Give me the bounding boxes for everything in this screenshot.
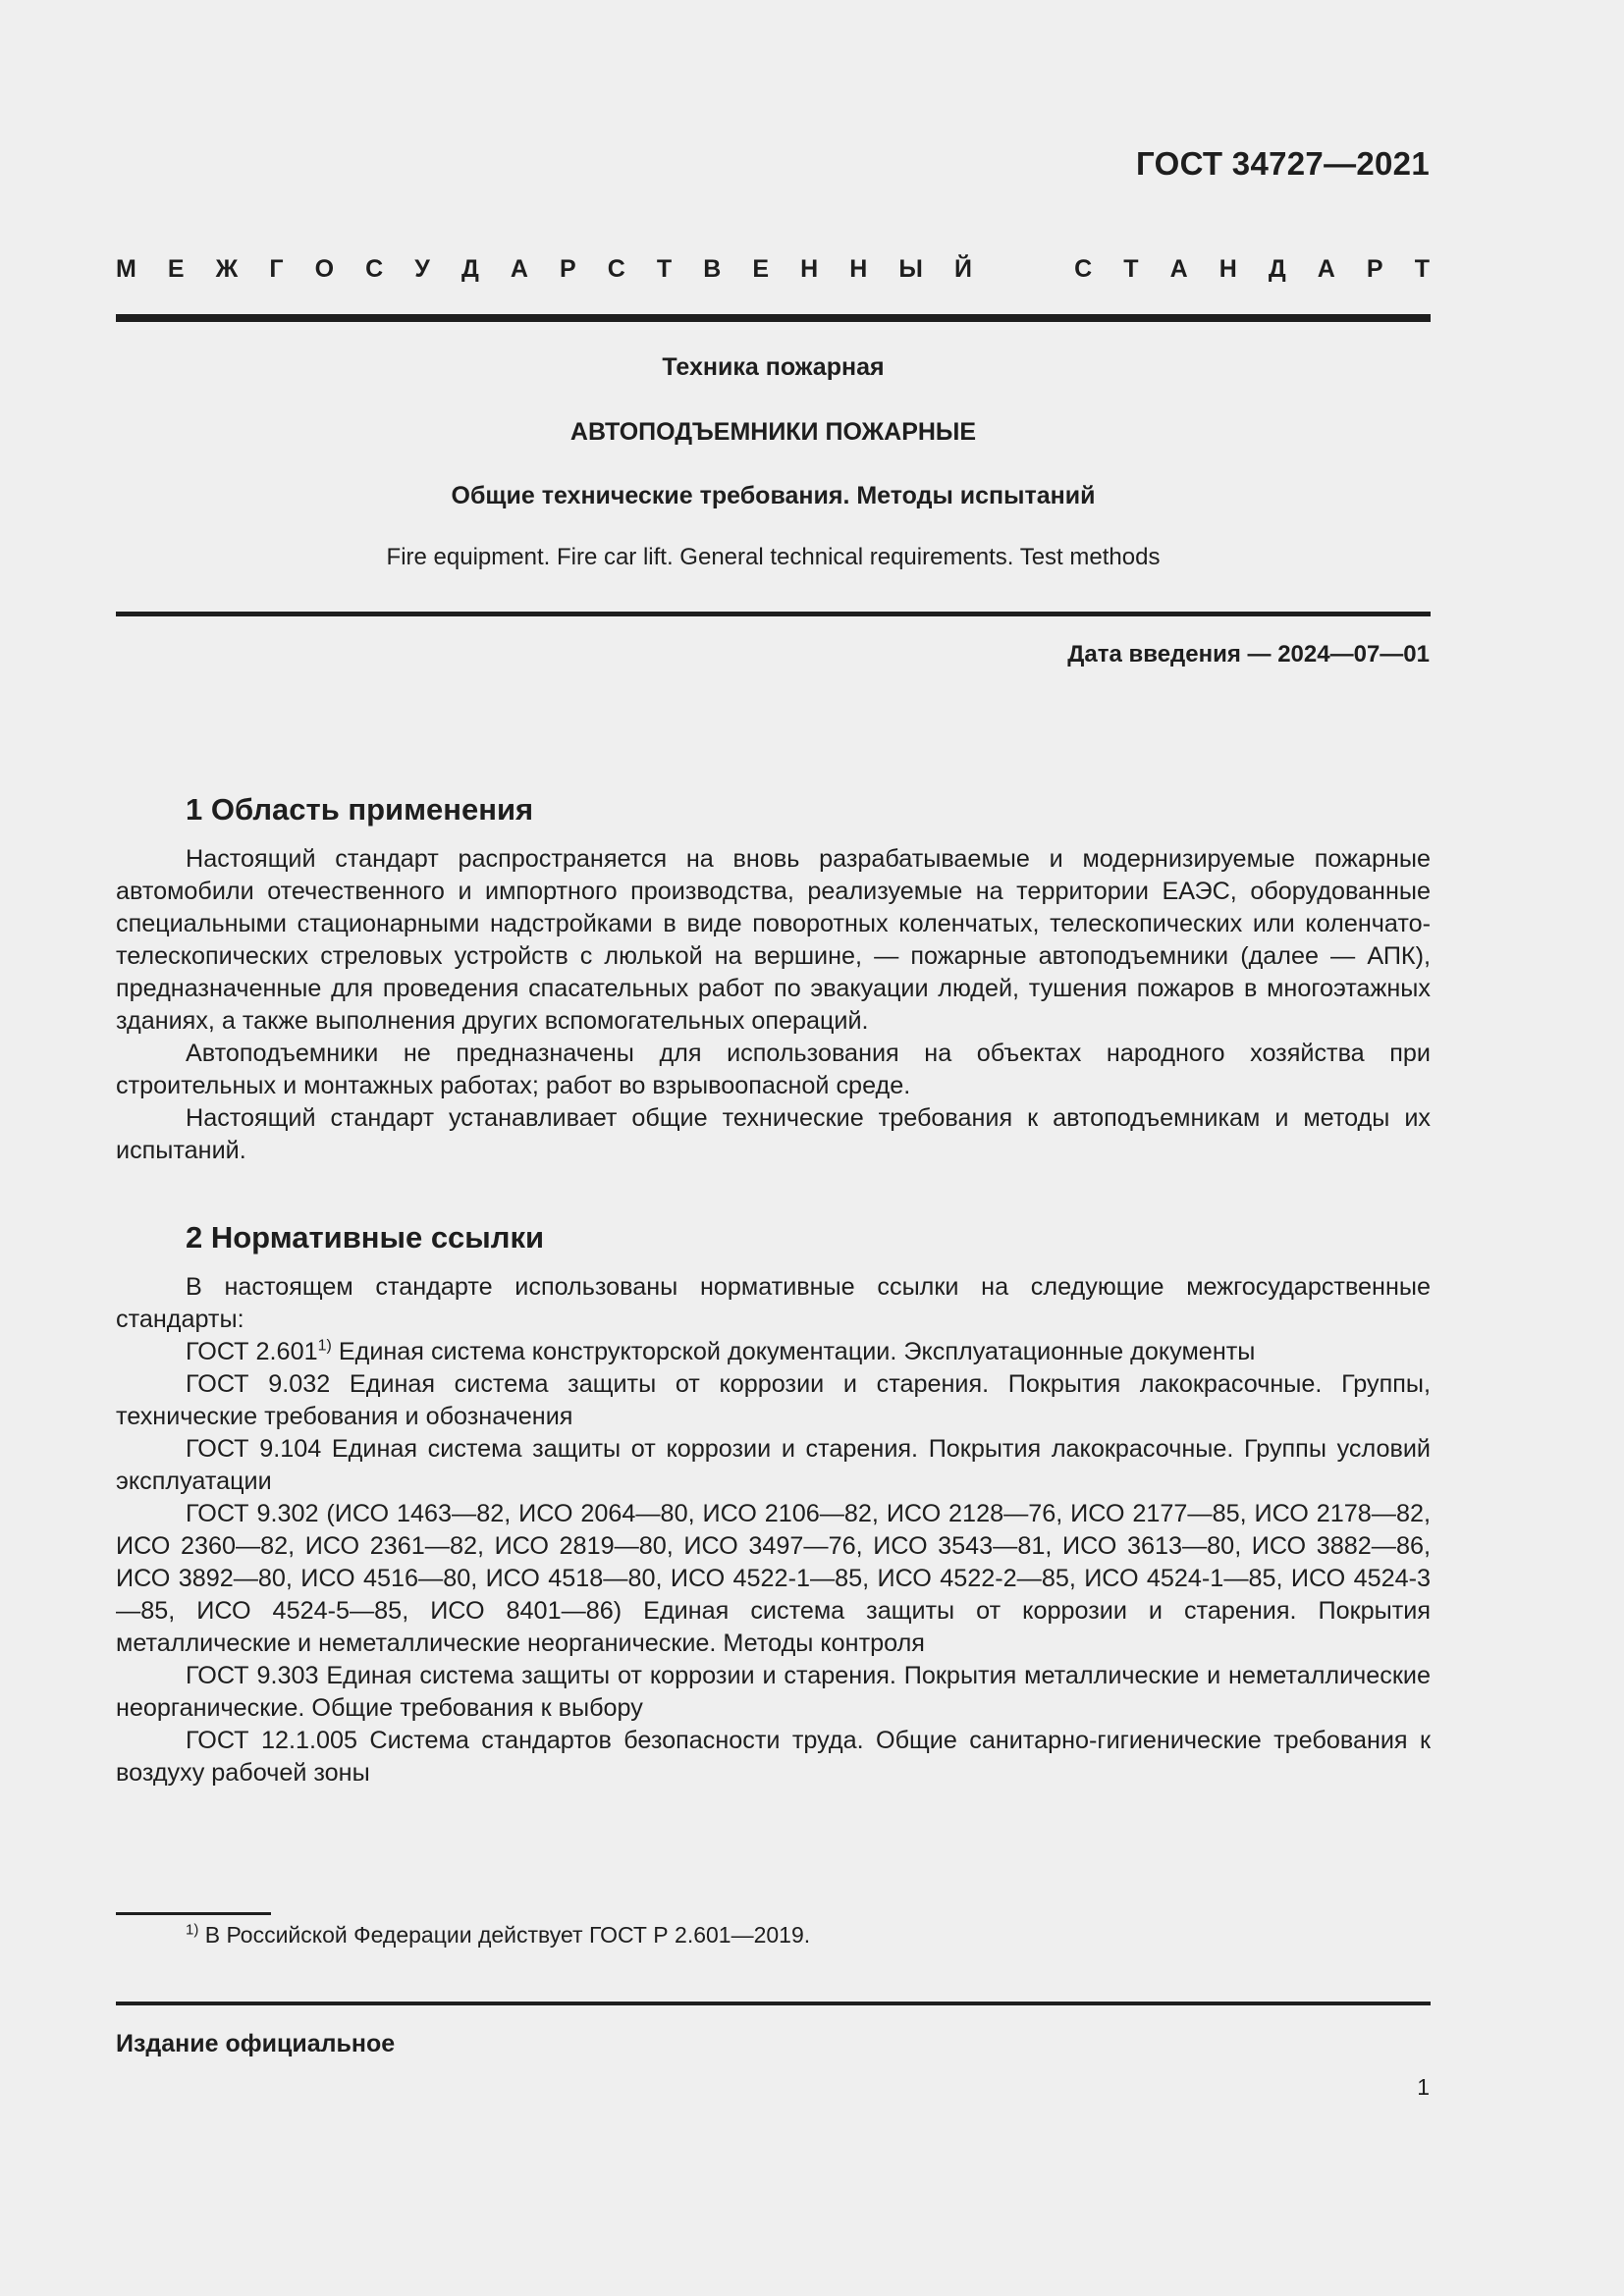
heading-letter: Г	[269, 254, 284, 283]
heading-letter: О	[314, 254, 335, 283]
heading-letter: Т	[1123, 254, 1139, 283]
heading-letter: С	[607, 254, 625, 283]
heading-letter: Н	[1218, 254, 1237, 283]
heading-letter: Н	[800, 254, 819, 283]
footnote-text: В Российской Федерации действует ГОСТ Р 2.601—2019.	[198, 1922, 811, 1948]
reference-item	[116, 1336, 1431, 1368]
section-scope	[116, 790, 1431, 1167]
reference-item: ГОСТ 9.032 Единая система защиты от коррозии и старения. Покрытия лакокрасочные. Группы, технические требования и обозначения	[116, 1370, 1431, 1430]
title-rule	[116, 612, 1431, 616]
section-title: 1 Область применения	[186, 792, 534, 827]
title-english: Fire equipment. Fire car lift. General technical requirements. Test methods	[386, 544, 1161, 570]
heading-letter: А	[510, 254, 528, 283]
heading-letter: А	[1169, 254, 1188, 283]
heading-letter: Д	[460, 254, 479, 283]
title-category: Техника пожарная	[662, 353, 885, 381]
interstate-standard-heading	[116, 251, 1430, 287]
heading-letter: Е	[167, 254, 185, 283]
heading-letter: Р	[559, 254, 576, 283]
reference-item: ГОСТ 12.1.005 Система стандартов безопасности труда. Общие санитарно-гигиенические требования к воздуху рабочей зоны	[116, 1727, 1431, 1787]
title-main: АВТОПОДЪЕМНИКИ ПОЖАРНЫЕ	[569, 418, 977, 446]
paragraph: Автоподъемники не предназначены для использования на объектах народного хозяйства при строительных и монтажных работах; работ во взрывоопасной среде.	[116, 1040, 1431, 1099]
section-title: 2 Нормативные ссылки	[186, 1220, 545, 1255]
heading-letter: Й	[953, 254, 972, 283]
heading-letter: Т	[1414, 254, 1430, 283]
page-number: 1	[1417, 2074, 1430, 2100]
heading-letter: Е	[752, 254, 770, 283]
gost-number: ГОСТ 34727—2021	[1136, 145, 1430, 182]
heading-letter: А	[1317, 254, 1335, 283]
introduction-date: Дата введения — 2024—07—01	[1067, 641, 1430, 667]
heading-letter: Р	[1366, 254, 1383, 283]
heading-letter: М	[116, 254, 136, 283]
official-edition-label: Издание официальное	[116, 2030, 396, 2057]
heading-letter: С	[365, 254, 384, 283]
section-normative-references	[116, 1218, 1431, 1789]
heading-letter: У	[414, 254, 430, 283]
reference-item: ГОСТ 9.302 (ИСО 1463—82, ИСО 2064—80, ИСО 2106—82, ИСО 2128—76, ИСО 2177—85, ИСО 2178—82, ИСО 2360—82, ИСО 2361—82, ИСО 2819—80, ИСО 3497—76, ИСО 3543—81, ИСО 3613—80, ИСО 3882—86, ИСО 3892—80, ИСО 4516—80, ИСО 4518—80, ИСО 4522-1—85, ИСО 4522-2—85, ИСО 4524-1—85, ИСО 4524-3—85, ИСО 4524-5—85, ИСО 8401—86) Единая система защиты от коррозии и старения. Покрытия металлические и неметаллические неорганические. Методы контроля	[116, 1500, 1431, 1657]
footnote-marker: 1)	[317, 1337, 332, 1355]
footnote-separator	[116, 1912, 271, 1915]
reference-item: ГОСТ 9.303 Единая система защиты от коррозии и старения. Покрытия металлические и неметаллические неорганические. Общие требования к выбору	[116, 1662, 1431, 1722]
heading-letter: Ы	[898, 254, 923, 283]
paragraph: Настоящий стандарт распространяется на вновь разрабатываемые и модернизируемые пожарные автомобили отечественного и импортного производства, реализуемые на территории ЕАЭС, оборудованные специальными стационарными надстройками в виде поворотных коленчатых, телескопических или коленчато-телескопических стреловых устройств с люлькой на вершине, — пожарные автоподъемники (далее — АПК), предназначенные для проведения спасательных работ по эвакуации людей, тушения пожаров в многоэтажных зданиях, а также выполнения других вспомогательных операций.	[116, 845, 1431, 1035]
top-rule	[116, 314, 1431, 322]
heading-letter: Н	[849, 254, 868, 283]
footnote-mark: 1)	[186, 1921, 199, 1939]
heading-letter: Т	[656, 254, 673, 283]
reference-code: ГОСТ 2.601	[186, 1338, 318, 1365]
paragraph: Настоящий стандарт устанавливает общие технические требования к автоподъемникам и методы их испытаний.	[116, 1104, 1431, 1164]
heading-letter: Д	[1268, 254, 1286, 283]
reference-item: ГОСТ 9.104 Единая система защиты от коррозии и старения. Покрытия лакокрасочные. Группы условий эксплуатации	[116, 1435, 1431, 1495]
heading-letter: Ж	[215, 254, 239, 283]
footnote	[186, 1919, 810, 1950]
heading-letter: В	[703, 254, 722, 283]
title-subtitle: Общие технические требования. Методы испытаний	[451, 482, 1096, 509]
reference-text: Единая система конструкторской документации. Эксплуатационные документы	[331, 1338, 1256, 1365]
footer-rule	[116, 2002, 1431, 2005]
paragraph: В настоящем стандарте использованы нормативные ссылки на следующие межгосударственные стандарты:	[116, 1273, 1431, 1333]
heading-letter: С	[1074, 254, 1093, 283]
